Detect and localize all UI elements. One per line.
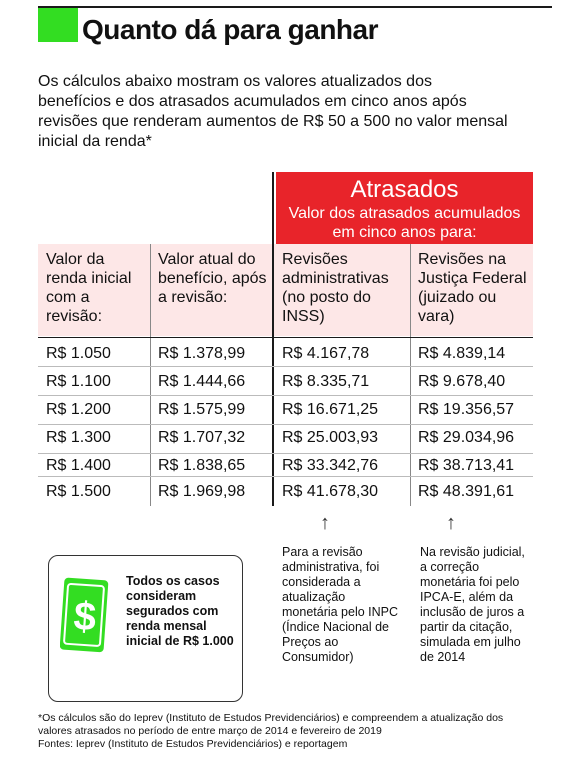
row-rule xyxy=(38,424,533,425)
green-marker xyxy=(38,8,78,42)
atrasados-subtitle: Valor dos atrasados acumulados em cinco anos para: xyxy=(288,205,521,241)
table-cell: R$ 4.167,78 xyxy=(282,345,370,362)
table-cell: R$ 41.678,30 xyxy=(282,483,379,500)
table-cell: R$ 1.400 xyxy=(46,457,111,474)
column-divider-1 xyxy=(150,244,151,506)
note-judicial: Na revisão judicial, a correção monetária foi pelo IPCA-E, além da inclusão de juros a partir da citação, simulada em julho de 2014 xyxy=(420,545,525,664)
table-cell: R$ 1.707,32 xyxy=(158,429,246,446)
table-cell: R$ 48.391,61 xyxy=(418,483,515,500)
table-cell: R$ 1.838,65 xyxy=(158,457,246,474)
intro-text: Os cálculos abaixo mostram os valores atualizados dos benefícios e dos atrasados acumulados em cinco anos após revisões que renderam aumentos de R$ 50 a 500 no valor mensal inicial da renda* xyxy=(38,73,508,150)
table-cell: R$ 1.575,99 xyxy=(158,401,246,418)
col-header-admin: Revisões administrativas (no posto do INSS) xyxy=(282,251,389,325)
table-cell: R$ 16.671,25 xyxy=(282,401,379,418)
dollar-bill-icon xyxy=(60,575,110,655)
sources-text: Fontes: Ieprev (Instituto de Estudos Previdenciários) e reportagem xyxy=(38,738,348,750)
table-cell: R$ 19.356,57 xyxy=(418,401,515,418)
row-rule xyxy=(38,453,533,454)
footnote-text: *Os cálculos são do Ieprev (Instituto de Estudos Previdenciários) e compreendem a atualização dos valores atrasados no período de entre março de 2014 e fevereiro de 2019 xyxy=(38,712,504,737)
row-rule xyxy=(38,395,533,396)
table-cell: R$ 29.034,96 xyxy=(418,429,515,446)
atrasados-title: Atrasados xyxy=(350,176,459,203)
table-cell: R$ 1.100 xyxy=(46,373,111,390)
up-arrow-icon: ↑ xyxy=(320,512,330,534)
col-header-initial: Valor da renda inicial com a revisão: xyxy=(46,251,132,325)
table-cell: R$ 1.444,66 xyxy=(158,373,246,390)
page-title: Quanto dá para ganhar xyxy=(82,14,378,45)
table-cell: R$ 1.050 xyxy=(46,345,111,362)
table-cell: R$ 9.678,40 xyxy=(418,373,506,390)
row-rule xyxy=(38,366,533,367)
footnote xyxy=(38,712,538,751)
table-cell: R$ 38.713,41 xyxy=(418,457,515,474)
svg-text:$: $ xyxy=(72,594,98,640)
row-rule xyxy=(38,476,533,477)
table-cell: R$ 1.300 xyxy=(46,429,111,446)
note-administrative: Para a revisão administrativa, foi considerada a atualização monetária pelo INPC (Índice Nacional de Preços ao Consumidor) xyxy=(282,545,399,664)
table-cell: R$ 1.500 xyxy=(46,483,111,500)
top-rule xyxy=(38,6,552,8)
main-column-divider xyxy=(272,172,274,506)
column-divider-3 xyxy=(410,244,411,506)
table-cell: R$ 8.335,71 xyxy=(282,373,370,390)
table-cell: R$ 4.839,14 xyxy=(418,345,506,362)
table-cell: R$ 1.378,99 xyxy=(158,345,246,362)
col-header-current: Valor atual do benefício, após a revisão: xyxy=(158,251,267,306)
table-cell: R$ 33.342,76 xyxy=(282,457,379,474)
card-text: Todos os casos consideram segurados com renda mensal inicial de R$ 1.000 xyxy=(126,574,234,648)
atrasados-header xyxy=(276,172,533,244)
table-cell: R$ 1.969,98 xyxy=(158,483,246,500)
table-cell: R$ 1.200 xyxy=(46,401,111,418)
header-bottom-rule xyxy=(38,337,533,338)
up-arrow-icon: ↑ xyxy=(446,512,456,534)
col-header-judicial: Revisões na Justiça Federal (juizado ou vara) xyxy=(418,251,527,325)
table-cell: R$ 25.003,93 xyxy=(282,429,379,446)
